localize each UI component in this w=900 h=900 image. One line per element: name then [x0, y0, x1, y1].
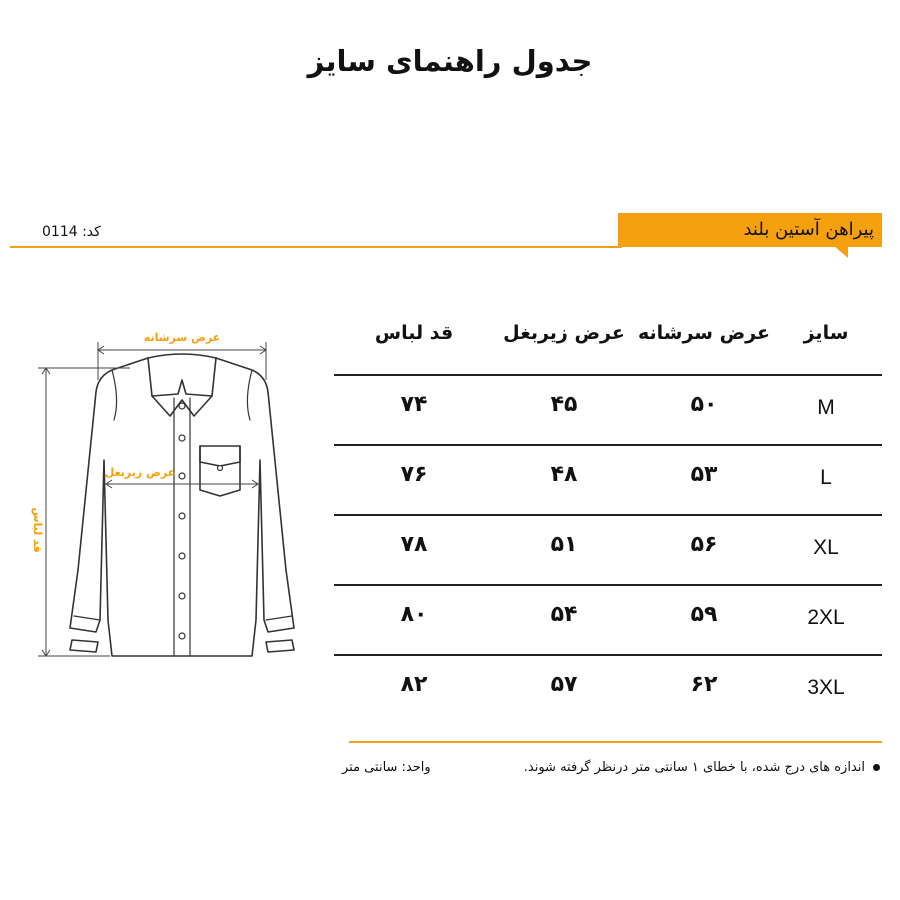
row-divider — [334, 584, 882, 586]
table-row — [334, 584, 882, 654]
chest-cell: ۵۴ — [550, 602, 578, 627]
product-type-label: پیراهن آستین بلند — [743, 219, 874, 240]
header-shoulder: عرض سرشانه — [638, 322, 770, 344]
page-title: جدول راهنمای سایز — [307, 44, 593, 78]
shoulder-measure-label: عرض سرشانه — [143, 331, 221, 344]
shoulder-cell: ۵۳ — [690, 462, 718, 487]
row-divider — [334, 444, 882, 446]
size-cell: 3XL — [807, 676, 845, 699]
table-row — [334, 374, 882, 444]
tolerance-note — [524, 760, 880, 775]
length-cell: ۷۸ — [400, 532, 428, 557]
table-header — [334, 316, 882, 374]
chest-measure-label: عرض زیربغل — [104, 466, 176, 479]
bullet-icon — [873, 764, 880, 771]
chest-cell: ۴۵ — [550, 392, 578, 417]
size-cell: M — [817, 396, 835, 419]
size-cell: XL — [813, 536, 839, 559]
table-row — [334, 654, 882, 724]
tolerance-note-text: اندازه های درج شده، با خطای ۱ سانتی متر درنظر گرفته شوند. — [523, 760, 865, 775]
length-cell: ۷۴ — [400, 392, 428, 417]
shoulder-cell: ۵۰ — [690, 392, 718, 417]
shoulder-cell: ۵۶ — [690, 532, 718, 557]
header-chest: عرض زیربغل — [503, 322, 625, 344]
table-row — [334, 514, 882, 584]
product-code: کد: 0114 — [42, 224, 101, 240]
length-cell: ۸۰ — [400, 602, 428, 627]
footer-divider — [349, 741, 882, 743]
size-cell: L — [820, 466, 832, 489]
length-cell: ۷۶ — [400, 462, 428, 487]
header-divider — [10, 246, 622, 248]
table-row — [334, 444, 882, 514]
size-table — [334, 316, 882, 724]
banner-tail — [834, 246, 848, 258]
chest-cell: ۵۷ — [550, 672, 578, 697]
row-divider — [334, 514, 882, 516]
length-measure-label: قد لباس — [31, 507, 44, 553]
product-banner — [618, 213, 882, 247]
shirt-diagram — [20, 320, 320, 670]
chest-cell: ۵۱ — [550, 532, 578, 557]
header-length: قد لباس — [374, 322, 454, 344]
chest-cell: ۴۸ — [550, 462, 578, 487]
length-cell: ۸۲ — [400, 672, 428, 697]
row-divider — [334, 654, 882, 656]
row-divider — [334, 374, 882, 376]
shoulder-cell: ۵۹ — [690, 602, 718, 627]
shoulder-cell: ۶۲ — [690, 672, 718, 697]
size-cell: 2XL — [807, 606, 845, 629]
unit-label: واحد: سانتی متر — [342, 760, 431, 775]
header-size: سایز — [803, 322, 849, 344]
